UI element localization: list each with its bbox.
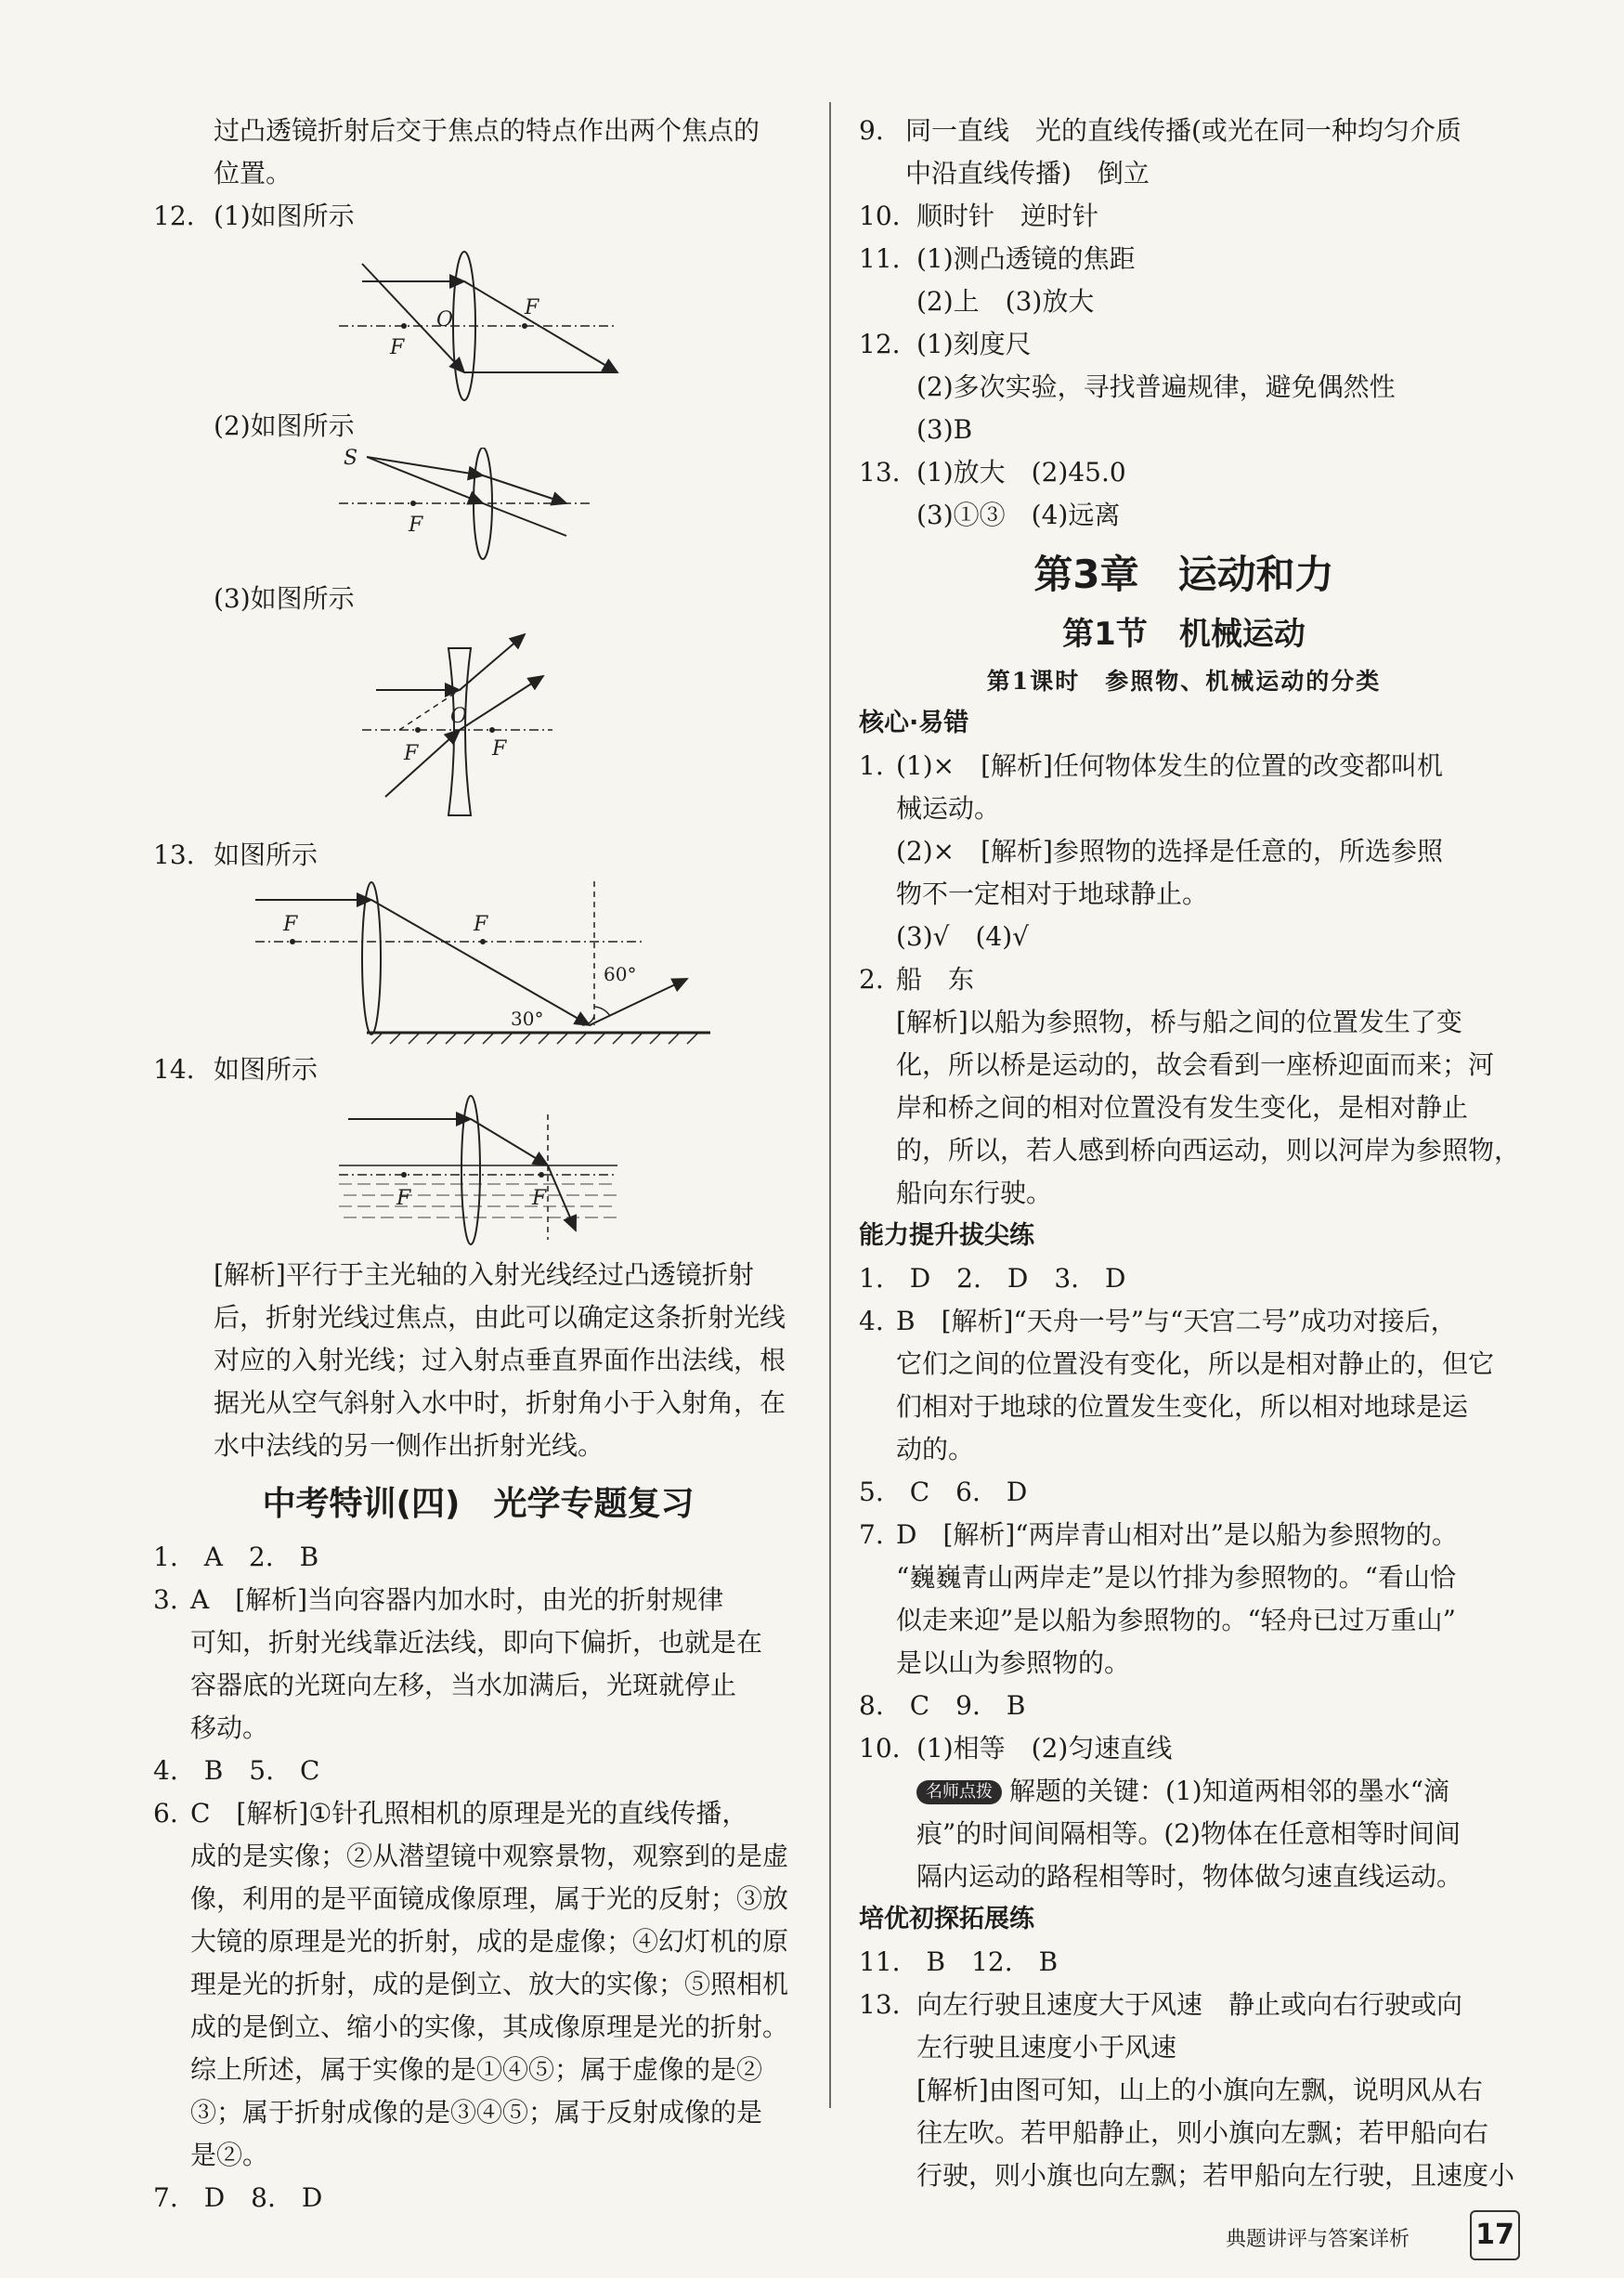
extend-q13 (859, 1984, 1509, 2026)
core-q1 (859, 745, 1509, 788)
answer-line: 1. A 2. B (153, 1542, 319, 1572)
question-number: 2. (859, 964, 884, 995)
text-line: 它们之间的位置没有变化，所以是相对静止的，但它 (896, 1348, 1495, 1379)
text-line: (3)①③ (4)远离 (916, 500, 1121, 530)
figure-13 (153, 877, 803, 1048)
text: D [解析]“两岸青山相对出”是以船为参照物的。 (896, 1519, 1458, 1550)
text-line: (2)如图所示 (214, 410, 355, 441)
text-line: 物不一定相对于地球静止。 (896, 879, 1209, 909)
text-line: (2)多次实验，寻找普遍规律，避免偶然性 (916, 371, 1396, 402)
text: (1)测凸透镜的焦距 (916, 243, 1136, 274)
ability-q10 (859, 1727, 1509, 1770)
lesson-title: 第1课时 参照物、机械运动的分类 (986, 668, 1382, 695)
text: 船 东 (896, 964, 975, 995)
text-line: 过凸透镜折射后交于焦点的特点作出两个焦点的 (214, 115, 760, 146)
text-line: [解析]平行于主光轴的入射光线经过凸透镜折射 (214, 1259, 754, 1290)
text-line: 理是光的折射，成的是倒立、放大的实像；⑤照相机 (190, 1969, 789, 1999)
question-number: 10. (859, 1733, 901, 1764)
answer-line: 11. B 12. B (859, 1946, 1059, 1977)
text-line: 据光从空气斜射入水中时，折射角小于入射角，在 (214, 1387, 786, 1418)
answer-line: 5. C 6. D (859, 1477, 1028, 1507)
figure-14 (153, 1091, 803, 1254)
footer-text: 典题讲评与答案详析 (1226, 2228, 1410, 2251)
angle-label: 30° (511, 1008, 544, 1030)
tip-line (859, 1770, 1509, 1813)
answer-line: 4. B 5. C (153, 1755, 320, 1786)
text: (1)如图所示 (214, 201, 355, 231)
text-line: 水中法线的另一侧作出折射光线。 (214, 1430, 604, 1461)
tip-badge: 名师点拨 (916, 1780, 1002, 1804)
text-line: 行驶，则小旗也向左飘；若甲船向左行驶，且速度小 (916, 2160, 1515, 2191)
section-title: 第1节 机械运动 (1062, 616, 1306, 653)
text-line: (3)B (916, 414, 973, 445)
question-number: 13. (859, 457, 901, 488)
text: A [解析]当向容器内加水时，由光的折射规律 (190, 1584, 724, 1615)
text-line: (3)如图所示 (214, 583, 355, 614)
text: B [解析]“天舟一号”与“天宫二号”成功对接后， (896, 1306, 1457, 1336)
column-divider (829, 102, 831, 2108)
text-line: 可知，折射光线靠近法线，即向下偏折，也就是在 (190, 1627, 763, 1658)
text-line: (2)× [解析]参照物的选择是任意的，所选参照 (896, 836, 1443, 866)
question-number: 13. (859, 1989, 901, 2020)
text-line: 岸和桥之间的相对位置没有发生变化，是相对静止 (896, 1092, 1469, 1123)
text: (1)× [解析]任何物体发生的位置的改变都叫机 (896, 750, 1443, 781)
answer-line: 8. C 9. B (859, 1690, 1026, 1721)
text-line: 械运动。 (896, 793, 1001, 824)
text: (1)相等 (2)匀速直线 (916, 1733, 1173, 1764)
text-line: 的，所以，若人感到桥向西运动，则以河岸为参照物， (896, 1135, 1521, 1165)
text-line: 大镜的原理是光的折射，成的是虚像；④幻灯机的原 (190, 1926, 789, 1957)
question-number: 11. (859, 243, 901, 274)
text: 同一直线 光的直线传播(或光在同一种均匀介质 (905, 115, 1462, 146)
text-line: [解析]由图可知，山上的小旗向左飘，说明风从右 (916, 2075, 1483, 2105)
figure-12-1 (153, 238, 803, 405)
text-line: 中沿直线传播) 倒立 (905, 158, 1150, 189)
core-q2 (859, 958, 1509, 1001)
focus-label: F (409, 514, 423, 537)
q14 (153, 1048, 803, 1091)
question-number: 12. (153, 201, 195, 231)
figure-12-2 (153, 448, 803, 578)
answer-line: 1. D 2. D 3. D (859, 1263, 1126, 1294)
text-line: 化，所以桥是运动的，故会看到一座桥迎面而来；河 (896, 1049, 1495, 1080)
question-number: 7. (859, 1519, 884, 1550)
subsection-core: 核心·易错 (859, 709, 969, 737)
text-line: 们相对于地球的位置发生变化，所以相对地球是运 (896, 1391, 1469, 1422)
chapter-title: 第3章 运动和力 (1033, 552, 1334, 597)
text-line: 是②。 (190, 2140, 269, 2170)
q6 (153, 1792, 803, 1835)
question-number: 13. (153, 840, 195, 870)
text-line: 隔内运动的路程相等时，物体做匀速直线运动。 (916, 1861, 1463, 1892)
center-label: O (436, 308, 454, 332)
q9 (859, 110, 1509, 152)
q13 (153, 834, 803, 877)
question-number: 1. (859, 750, 884, 781)
subsection-extend: 培优初探拓展练 (859, 1905, 1034, 1933)
text: 如图所示 (214, 840, 318, 870)
question-number: 6. (153, 1798, 178, 1829)
focus-label: F (283, 913, 298, 936)
text-line: 动的。 (896, 1434, 975, 1464)
q12 (859, 323, 1509, 366)
text-line: 是以山为参照物的。 (896, 1647, 1131, 1678)
text-line: 位置。 (214, 158, 292, 189)
section-title: 中考特训(四) 光学专题复习 (262, 1485, 695, 1523)
text-line: 痕”的时间间隔相等。(2)物体在任意相等时间间 (916, 1818, 1461, 1849)
text-line: “巍巍青山两岸走”是以竹排为参照物的。“看山恰 (896, 1562, 1456, 1593)
text-line: [解析]以船为参照物，桥与船之间的位置发生了变 (896, 1007, 1462, 1037)
text-line: 后，折射光线过焦点，由此可以确定这条折射光线 (214, 1302, 786, 1333)
text-line: 成的是实像；②从潜望镜中观察景物，观察到的是虚 (190, 1841, 789, 1871)
focus-label: F (390, 336, 405, 359)
text-line: 综上所述，属于实像的是①④⑤；属于虚像的是② (190, 2054, 763, 2085)
focus-label: F (525, 296, 539, 319)
focus-label: F (474, 913, 488, 936)
question-number: 4. (859, 1306, 884, 1336)
figure-12-3 (153, 620, 803, 834)
text-line: 对应的入射光线；过入射点垂直界面作出法线，根 (214, 1345, 786, 1375)
question-number: 9. (859, 115, 884, 146)
text: (1)放大 (2)45.0 (916, 457, 1126, 488)
text: 解题的关键：(1)知道两相邻的墨水“滴 (1009, 1776, 1449, 1806)
ability-q4 (859, 1300, 1509, 1343)
text: (1)刻度尺 (916, 329, 1032, 359)
ability-q7 (859, 1514, 1509, 1556)
text: 如图所示 (214, 1054, 318, 1085)
text-line: (3)√ (4)√ (896, 921, 1030, 952)
text-line: 移动。 (190, 1712, 269, 1743)
q12 (153, 195, 803, 238)
focus-label: F (404, 742, 419, 765)
angle-label: 60° (604, 963, 637, 985)
text: 顺时针 逆时针 (916, 201, 1099, 231)
text-line: ③；属于折射成像的是③④⑤；属于反射成像的是 (190, 2097, 763, 2128)
answer-line: 7. D 8. D (153, 2182, 323, 2213)
text-line: 像，利用的是平面镜成像原理，属于光的反射；③放 (190, 1883, 789, 1914)
question-number: 3. (153, 1584, 178, 1615)
subsection-ability: 能力提升拔尖练 (859, 1221, 1034, 1250)
focus-label: F (396, 1187, 411, 1210)
text: 向左行驶且速度大于风速 静止或向右行驶或向 (916, 1989, 1463, 2020)
text-line: 往左吹。若甲船静止，则小旗向左飘；若甲船向右 (916, 2117, 1489, 2148)
focus-label: F (492, 737, 507, 761)
text-line: 左行驶且速度小于风速 (916, 2032, 1177, 2063)
right-column (859, 110, 1521, 2197)
text-line: 容器底的光斑向左移，当水加满后，光斑就停止 (190, 1670, 737, 1700)
q11 (859, 238, 1509, 280)
question-number: 10. (859, 201, 901, 231)
page-number: 17 (1470, 2210, 1520, 2260)
source-label: S (344, 448, 358, 470)
question-number: 12. (859, 329, 901, 359)
q10 (859, 195, 1509, 238)
text-line: 船向东行驶。 (896, 1178, 1053, 1208)
text-line: 成的是倒立、缩小的实像，其成像原理是光的折射。 (190, 2011, 789, 2042)
question-number: 14. (153, 1054, 195, 1085)
center-label: O (450, 705, 468, 728)
q3 (153, 1579, 803, 1621)
text: C [解析]①针孔照相机的原理是光的直线传播， (190, 1798, 748, 1829)
text-line: 似走来迎”是以船为参照物的。“轻舟已过万重山” (896, 1605, 1456, 1635)
focus-label: F (532, 1187, 547, 1210)
text-line: (2)上 (3)放大 (916, 286, 1095, 317)
left-column (153, 110, 803, 2219)
q13 (859, 451, 1509, 494)
